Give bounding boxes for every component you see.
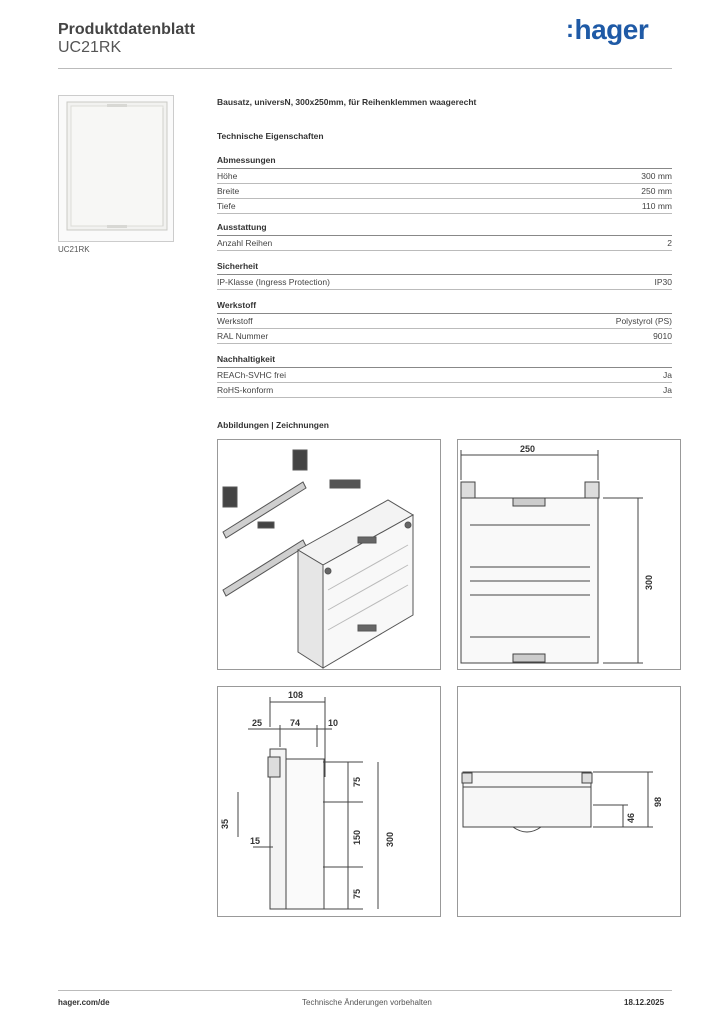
- side-view-drawing: [217, 686, 441, 917]
- product-image-label: UC21RK: [58, 245, 90, 254]
- spec-row: Tiefe 110 mm: [217, 199, 672, 214]
- section-abmessungen: [217, 155, 672, 214]
- section-title: Abmessungen: [217, 155, 672, 169]
- dim-height: 300: [644, 574, 654, 590]
- front-view-drawing: [457, 439, 681, 670]
- dim-h3: 75: [352, 888, 362, 899]
- dim-total: 300: [385, 831, 395, 847]
- section-title: Nachhaltigkeit: [217, 354, 672, 368]
- section-title: Werkstoff: [217, 300, 672, 314]
- page-title: Produktdatenblatt: [58, 21, 195, 38]
- spec-row: REACh-SVHC frei Ja: [217, 368, 672, 383]
- footer-date: 18.12.2025: [624, 998, 665, 1007]
- dim-h2: 150: [352, 829, 362, 845]
- header-divider: [58, 68, 672, 69]
- product-image: [58, 95, 174, 242]
- dim-98: 98: [653, 796, 663, 807]
- section-werkstoff: [217, 300, 672, 344]
- footer-notice: Technische Änderungen vorbehalten: [302, 998, 432, 1007]
- spec-row: RoHS-konform Ja: [217, 383, 672, 398]
- spec-row: RAL Nummer 9010: [217, 329, 672, 344]
- section-title: Ausstattung: [217, 222, 672, 236]
- spec-row: Werkstoff Polystyrol (PS): [217, 314, 672, 329]
- product-code: UC21RK: [58, 39, 122, 56]
- footer-website: hager.com/de: [58, 998, 110, 1007]
- dim-d3: 10: [328, 718, 339, 728]
- section-sicherheit: [217, 261, 672, 290]
- technical-heading: Technische Eigenschaften: [217, 131, 324, 141]
- dim-h1: 75: [352, 776, 362, 787]
- hager-logo: :hager: [566, 14, 649, 45]
- bottom-view-drawing: [457, 686, 681, 917]
- spec-row: Breite 250 mm: [217, 184, 672, 199]
- footer-divider: [58, 990, 672, 991]
- section-ausstattung: [217, 222, 672, 251]
- section-title: Sicherheit: [217, 261, 672, 275]
- dim-left1: 35: [220, 818, 230, 829]
- section-nachhaltigkeit: [217, 354, 672, 398]
- product-description: Bausatz, universN, 300x250mm, für Reihenklemmen waagerecht: [217, 97, 477, 107]
- dim-d2: 74: [290, 718, 301, 728]
- dim-d1: 25: [252, 718, 263, 728]
- figures-heading: Abbildungen | Zeichnungen: [217, 420, 329, 430]
- kit-exploded-figure: [217, 439, 441, 670]
- dim-depth: 108: [288, 690, 304, 700]
- dim-left2: 15: [250, 836, 261, 846]
- spec-row: Anzahl Reihen 2: [217, 236, 672, 251]
- spec-row: IP-Klasse (Ingress Protection) IP30: [217, 275, 672, 290]
- dim-46: 46: [626, 812, 636, 823]
- spec-row: Höhe 300 mm: [217, 169, 672, 184]
- dim-width: 250: [520, 444, 536, 454]
